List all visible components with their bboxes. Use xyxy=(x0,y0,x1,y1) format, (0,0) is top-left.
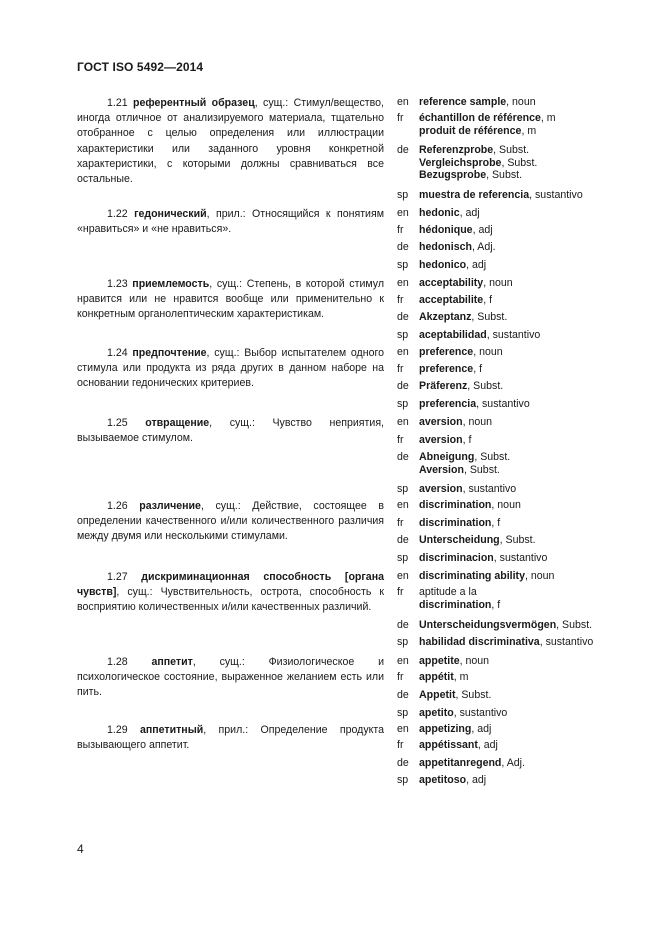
translation-row xyxy=(0,143,661,182)
part-of-speech: , f xyxy=(491,598,501,611)
language-code: en xyxy=(397,570,409,582)
language-code: en xyxy=(397,207,409,219)
language-code: de xyxy=(397,534,409,546)
translation-term: hédonique xyxy=(419,224,473,236)
term-number: 1.23 xyxy=(107,278,133,290)
translation-term: Vergleichsprobe xyxy=(419,156,502,169)
term-definition-text: , сущ.: Действие, состоящее в определении качественного и/или количественного различия между двумя или несколькими стимулами. xyxy=(77,500,385,543)
language-code: fr xyxy=(397,434,404,446)
term-number: 1.24 xyxy=(107,347,133,359)
part-of-speech: , sustantivo xyxy=(462,483,517,495)
term-number: 1.29 xyxy=(107,724,140,736)
translation-row xyxy=(0,722,661,737)
part-of-speech: , noun xyxy=(459,655,490,667)
page-number: 4 xyxy=(77,842,84,856)
translation-term: aversion xyxy=(419,483,463,495)
translation-text xyxy=(419,516,500,531)
part-of-speech: , noun xyxy=(491,499,521,511)
language-code: sp xyxy=(397,707,409,719)
part-of-speech: , Subst. xyxy=(471,311,508,323)
translation-line xyxy=(419,379,503,394)
translation-row xyxy=(0,111,661,137)
term-name-ru: различение xyxy=(139,500,201,512)
translation-row xyxy=(0,433,661,448)
language-code: fr xyxy=(397,112,404,124)
translation-line xyxy=(419,569,554,584)
translation-text xyxy=(419,756,525,771)
part-of-speech: , adj xyxy=(471,723,492,735)
term-name-ru: гедонический xyxy=(134,208,207,220)
translation-term: discrimination xyxy=(419,499,492,511)
translation-row xyxy=(0,379,661,394)
translation-term: Unterscheidung xyxy=(419,534,500,546)
translation-row xyxy=(0,516,661,531)
translation-text xyxy=(419,379,503,394)
translation-term: preference xyxy=(419,346,474,358)
translation-line xyxy=(419,482,516,497)
part-of-speech: , noun xyxy=(473,346,503,358)
translation-line xyxy=(419,738,498,753)
part-of-speech: , m xyxy=(540,112,556,124)
translation-row xyxy=(0,533,661,548)
translation-line xyxy=(419,635,593,650)
translation-term: appetizing xyxy=(419,723,472,735)
term-definition-text: , сущ.: Чувствительность, острота, способность к восприятию количественных и/или качественных различий. xyxy=(77,586,384,614)
translation-row xyxy=(0,585,661,611)
translation-term: muestra de referencia xyxy=(419,189,530,201)
translation-row xyxy=(0,188,661,203)
translation-text xyxy=(419,415,492,430)
part-of-speech: , m xyxy=(453,671,469,683)
language-code: de xyxy=(397,311,409,323)
translation-row xyxy=(0,415,661,430)
translation-row xyxy=(0,223,661,238)
translation-row xyxy=(0,95,661,110)
translation-row xyxy=(0,498,661,513)
language-code: fr xyxy=(397,739,404,751)
translation-line xyxy=(419,310,507,325)
translation-text xyxy=(419,498,521,513)
translation-line xyxy=(419,293,492,308)
term-definition-text: , сущ.: Степень, в которой стимул нравится или не нравится вообще или применительно к конкретным органолептическим характеристикам. xyxy=(77,278,385,321)
part-of-speech: , Subst. xyxy=(474,451,511,463)
translation-line xyxy=(419,533,536,548)
translation-term: hedonisch xyxy=(419,241,472,253)
translation-line xyxy=(419,240,496,255)
language-code: en xyxy=(397,655,409,667)
translation-term: aceptabilidad xyxy=(419,329,487,341)
translation-row xyxy=(0,773,661,788)
translation-term: discrimination xyxy=(419,598,492,611)
translation-line xyxy=(419,95,536,110)
translation-term: Abneigung xyxy=(419,451,475,463)
translation-text xyxy=(419,223,493,238)
term-number: 1.21 xyxy=(107,97,133,109)
translation-row xyxy=(0,345,661,360)
translation-row xyxy=(0,240,661,255)
translation-line xyxy=(419,258,486,273)
translation-term: Unterscheidungsvermögen xyxy=(419,619,557,631)
language-code: en xyxy=(397,346,409,358)
term-name-ru: аппетитный xyxy=(139,724,204,736)
language-code: fr xyxy=(397,224,404,236)
translation-term: hedonico xyxy=(419,259,467,271)
translation-term: aversion xyxy=(419,416,463,428)
part-of-speech: , sustantivo xyxy=(476,398,530,410)
translation-row xyxy=(0,635,661,650)
translation-text xyxy=(419,111,556,137)
translation-text xyxy=(419,206,480,221)
part-of-speech: , m xyxy=(521,124,537,137)
language-code: en xyxy=(397,96,409,108)
translation-term: apetito xyxy=(419,707,454,719)
translation-text xyxy=(419,551,547,566)
translation-line xyxy=(419,415,492,430)
translation-line xyxy=(419,706,507,721)
term-number: 1.22 xyxy=(107,208,135,220)
translation-text xyxy=(419,482,516,497)
translation-row xyxy=(0,654,661,669)
translation-line xyxy=(419,516,500,531)
translation-text xyxy=(419,328,540,343)
translation-text xyxy=(419,345,503,360)
translation-text xyxy=(419,143,538,182)
language-code: sp xyxy=(397,774,409,786)
language-code: en xyxy=(397,723,409,735)
translation-line xyxy=(419,188,583,203)
translation-term: appétissant xyxy=(419,739,478,751)
translation-line xyxy=(419,688,491,703)
translation-row xyxy=(0,310,661,325)
term-name-ru: аппетит xyxy=(151,656,193,668)
part-of-speech: , noun xyxy=(524,570,555,582)
term-number: 1.26 xyxy=(107,500,140,512)
part-of-speech: , adj xyxy=(466,774,487,786)
language-code: sp xyxy=(397,189,409,201)
translation-term: Bezugsprobe xyxy=(419,169,487,182)
part-of-speech: , sustantivo xyxy=(453,707,508,719)
language-code: sp xyxy=(397,398,409,410)
term-name-ru: дискриминационная способность [органа чувств] xyxy=(77,571,384,599)
translation-prefix: aptitude a la xyxy=(419,586,477,598)
translation-text xyxy=(419,276,513,291)
translation-row xyxy=(0,756,661,771)
language-code: sp xyxy=(397,329,409,341)
language-code: fr xyxy=(397,517,404,529)
translation-term: Appetit xyxy=(419,689,456,701)
translation-row xyxy=(0,738,661,753)
term-name-ru: референтный образец xyxy=(133,97,255,109)
term-number: 1.25 xyxy=(107,417,146,429)
term-name-ru: приемлемость xyxy=(132,278,210,290)
translation-row xyxy=(0,362,661,377)
translation-text xyxy=(419,585,501,611)
part-of-speech: , adj xyxy=(459,207,480,219)
term-definition-text: , прил.: Относящийся к понятиям «нравиться» и «не нравиться». xyxy=(77,208,384,236)
translation-row xyxy=(0,206,661,221)
translation-line xyxy=(419,498,521,513)
part-of-speech: , sustantivo xyxy=(486,329,541,341)
translation-text xyxy=(419,397,530,412)
translation-text xyxy=(419,738,498,753)
translation-term: Referenzprobe xyxy=(419,144,494,156)
translation-row xyxy=(0,670,661,685)
translation-term: preference xyxy=(419,363,474,375)
part-of-speech: , noun xyxy=(506,96,536,108)
part-of-speech: , Adj. xyxy=(501,757,525,769)
translation-text xyxy=(419,706,507,721)
translation-line xyxy=(419,124,536,139)
translation-line xyxy=(419,276,513,291)
language-code: de xyxy=(397,380,409,392)
part-of-speech: , f xyxy=(491,517,501,529)
translation-line xyxy=(419,773,486,788)
translation-text xyxy=(419,722,491,737)
translation-text xyxy=(419,95,536,110)
part-of-speech: , adj xyxy=(466,259,487,271)
translation-line xyxy=(419,397,530,412)
translation-line xyxy=(419,362,482,377)
translation-row xyxy=(0,397,661,412)
translation-term: appetite xyxy=(419,655,460,667)
language-code: sp xyxy=(397,259,409,271)
language-code: sp xyxy=(397,483,409,495)
translation-term: preferencia xyxy=(419,398,477,410)
term-definition-text: , сущ.: Выбор испытателем одного стимула или продукта из ряда других в данном наборе на основании гедонических критериев. xyxy=(77,347,385,390)
language-code: fr xyxy=(397,363,404,375)
part-of-speech: , sustantivo xyxy=(493,552,548,564)
language-code: en xyxy=(397,277,409,289)
translation-line xyxy=(419,598,500,613)
translation-term: discriminacion xyxy=(419,552,494,564)
translation-line xyxy=(419,206,480,221)
part-of-speech: , Subst. xyxy=(501,156,538,169)
translation-text xyxy=(419,569,554,584)
term-name-ru: предпочтение xyxy=(132,347,207,359)
part-of-speech: , f xyxy=(473,363,483,375)
translation-row xyxy=(0,276,661,291)
part-of-speech: , f xyxy=(483,294,493,306)
part-of-speech: , noun xyxy=(483,277,513,289)
translation-line xyxy=(419,722,491,737)
language-code: fr xyxy=(397,586,404,598)
part-of-speech: , Subst. xyxy=(493,144,530,156)
translation-line xyxy=(419,223,493,238)
translation-term: Akzeptanz xyxy=(419,311,472,323)
translation-text xyxy=(419,188,583,203)
translation-row xyxy=(0,450,661,476)
translation-row xyxy=(0,706,661,721)
translation-term: hedonic xyxy=(419,207,460,219)
part-of-speech: , adj xyxy=(472,224,493,236)
language-code: sp xyxy=(397,636,409,648)
translation-row xyxy=(0,618,661,633)
translation-line xyxy=(419,670,468,685)
translation-row xyxy=(0,569,661,584)
part-of-speech: , Subst. xyxy=(455,689,492,701)
translation-text xyxy=(419,258,486,273)
part-of-speech: , Subst. xyxy=(467,380,504,392)
part-of-speech: , f xyxy=(462,434,472,446)
translation-text xyxy=(419,362,482,377)
translation-term: reference sample xyxy=(419,96,507,108)
translation-term: produit de référence xyxy=(419,124,522,137)
translation-text xyxy=(419,433,471,448)
translation-term: appétit xyxy=(419,671,454,683)
translation-row xyxy=(0,551,661,566)
language-code: en xyxy=(397,416,409,428)
part-of-speech: , Subst. xyxy=(499,534,536,546)
translation-line xyxy=(419,328,540,343)
term-definition-text: , прил.: Определение продукта вызывающего аппетит. xyxy=(77,724,384,752)
translation-term: apetitoso xyxy=(419,774,467,786)
part-of-speech: , sustantivo xyxy=(529,189,583,201)
translation-line xyxy=(419,345,503,360)
term-number: 1.28 xyxy=(107,656,152,668)
language-code: fr xyxy=(397,671,404,683)
translation-text xyxy=(419,533,536,548)
translation-row xyxy=(0,293,661,308)
language-code: de xyxy=(397,619,409,631)
translation-text xyxy=(419,654,489,669)
translation-line xyxy=(419,433,471,448)
translation-line xyxy=(419,654,489,669)
term-definition-text: , сущ.: Физиологическое и психологическое состояние, выраженное желанием есть или пить. xyxy=(77,656,385,699)
translation-term: discrimination xyxy=(419,517,492,529)
translation-row xyxy=(0,482,661,497)
translation-text xyxy=(419,670,468,685)
part-of-speech: , Subst. xyxy=(486,169,523,182)
part-of-speech: , adj xyxy=(477,739,498,751)
translation-line xyxy=(419,463,500,478)
translation-term: acceptability xyxy=(419,277,484,289)
language-code: en xyxy=(397,499,409,511)
translation-term: Präferenz xyxy=(419,380,468,392)
term-number: 1.27 xyxy=(107,571,142,583)
term-definition-text: , сущ.: Стимул/вещество, иногда отличное от анализируемого материала, тщательно отобранное с целью определения или иллюстрации характеристики или заданного уровня конкретной характеристики, с которыми должны сравниваться все остальные. xyxy=(77,97,385,186)
translation-term: acceptabilite xyxy=(419,294,484,306)
translation-row xyxy=(0,258,661,273)
term-definition-text: , сущ.: Чувство неприятия, вызываемое стимулом. xyxy=(77,417,384,445)
language-code: de xyxy=(397,451,409,463)
translation-term: échantillon de référence xyxy=(419,112,541,124)
part-of-speech: , Adj. xyxy=(471,241,496,253)
term-name-ru: отвращение xyxy=(145,417,210,429)
part-of-speech: , Subst. xyxy=(556,619,593,631)
translation-term: Aversion xyxy=(419,463,464,476)
translation-term: discriminating ability xyxy=(419,570,525,582)
translation-term: habilidad discriminativa xyxy=(419,636,540,648)
translation-text xyxy=(419,635,593,650)
translation-row xyxy=(0,328,661,343)
document-header: ГОСТ ISO 5492—2014 xyxy=(77,60,204,74)
language-code: fr xyxy=(397,294,404,306)
translation-text xyxy=(419,240,496,255)
language-code: de xyxy=(397,689,409,701)
translation-line xyxy=(419,618,592,633)
translation-text xyxy=(419,688,491,703)
language-code: sp xyxy=(397,552,409,564)
translation-text xyxy=(419,310,507,325)
translation-text xyxy=(419,618,592,633)
translation-line xyxy=(419,756,525,771)
translation-line xyxy=(419,551,547,566)
translation-term: appetitanregend xyxy=(419,757,502,769)
language-code: de xyxy=(397,757,409,769)
part-of-speech: , sustantivo xyxy=(539,636,594,648)
translation-text xyxy=(419,293,492,308)
language-code: de xyxy=(397,241,409,253)
part-of-speech: , Subst. xyxy=(463,463,500,476)
translation-row xyxy=(0,688,661,703)
translation-term: aversion xyxy=(419,434,463,446)
language-code: de xyxy=(397,144,409,156)
translation-text xyxy=(419,450,511,476)
translation-text xyxy=(419,773,486,788)
translation-line xyxy=(419,168,522,183)
part-of-speech: , noun xyxy=(462,416,493,428)
